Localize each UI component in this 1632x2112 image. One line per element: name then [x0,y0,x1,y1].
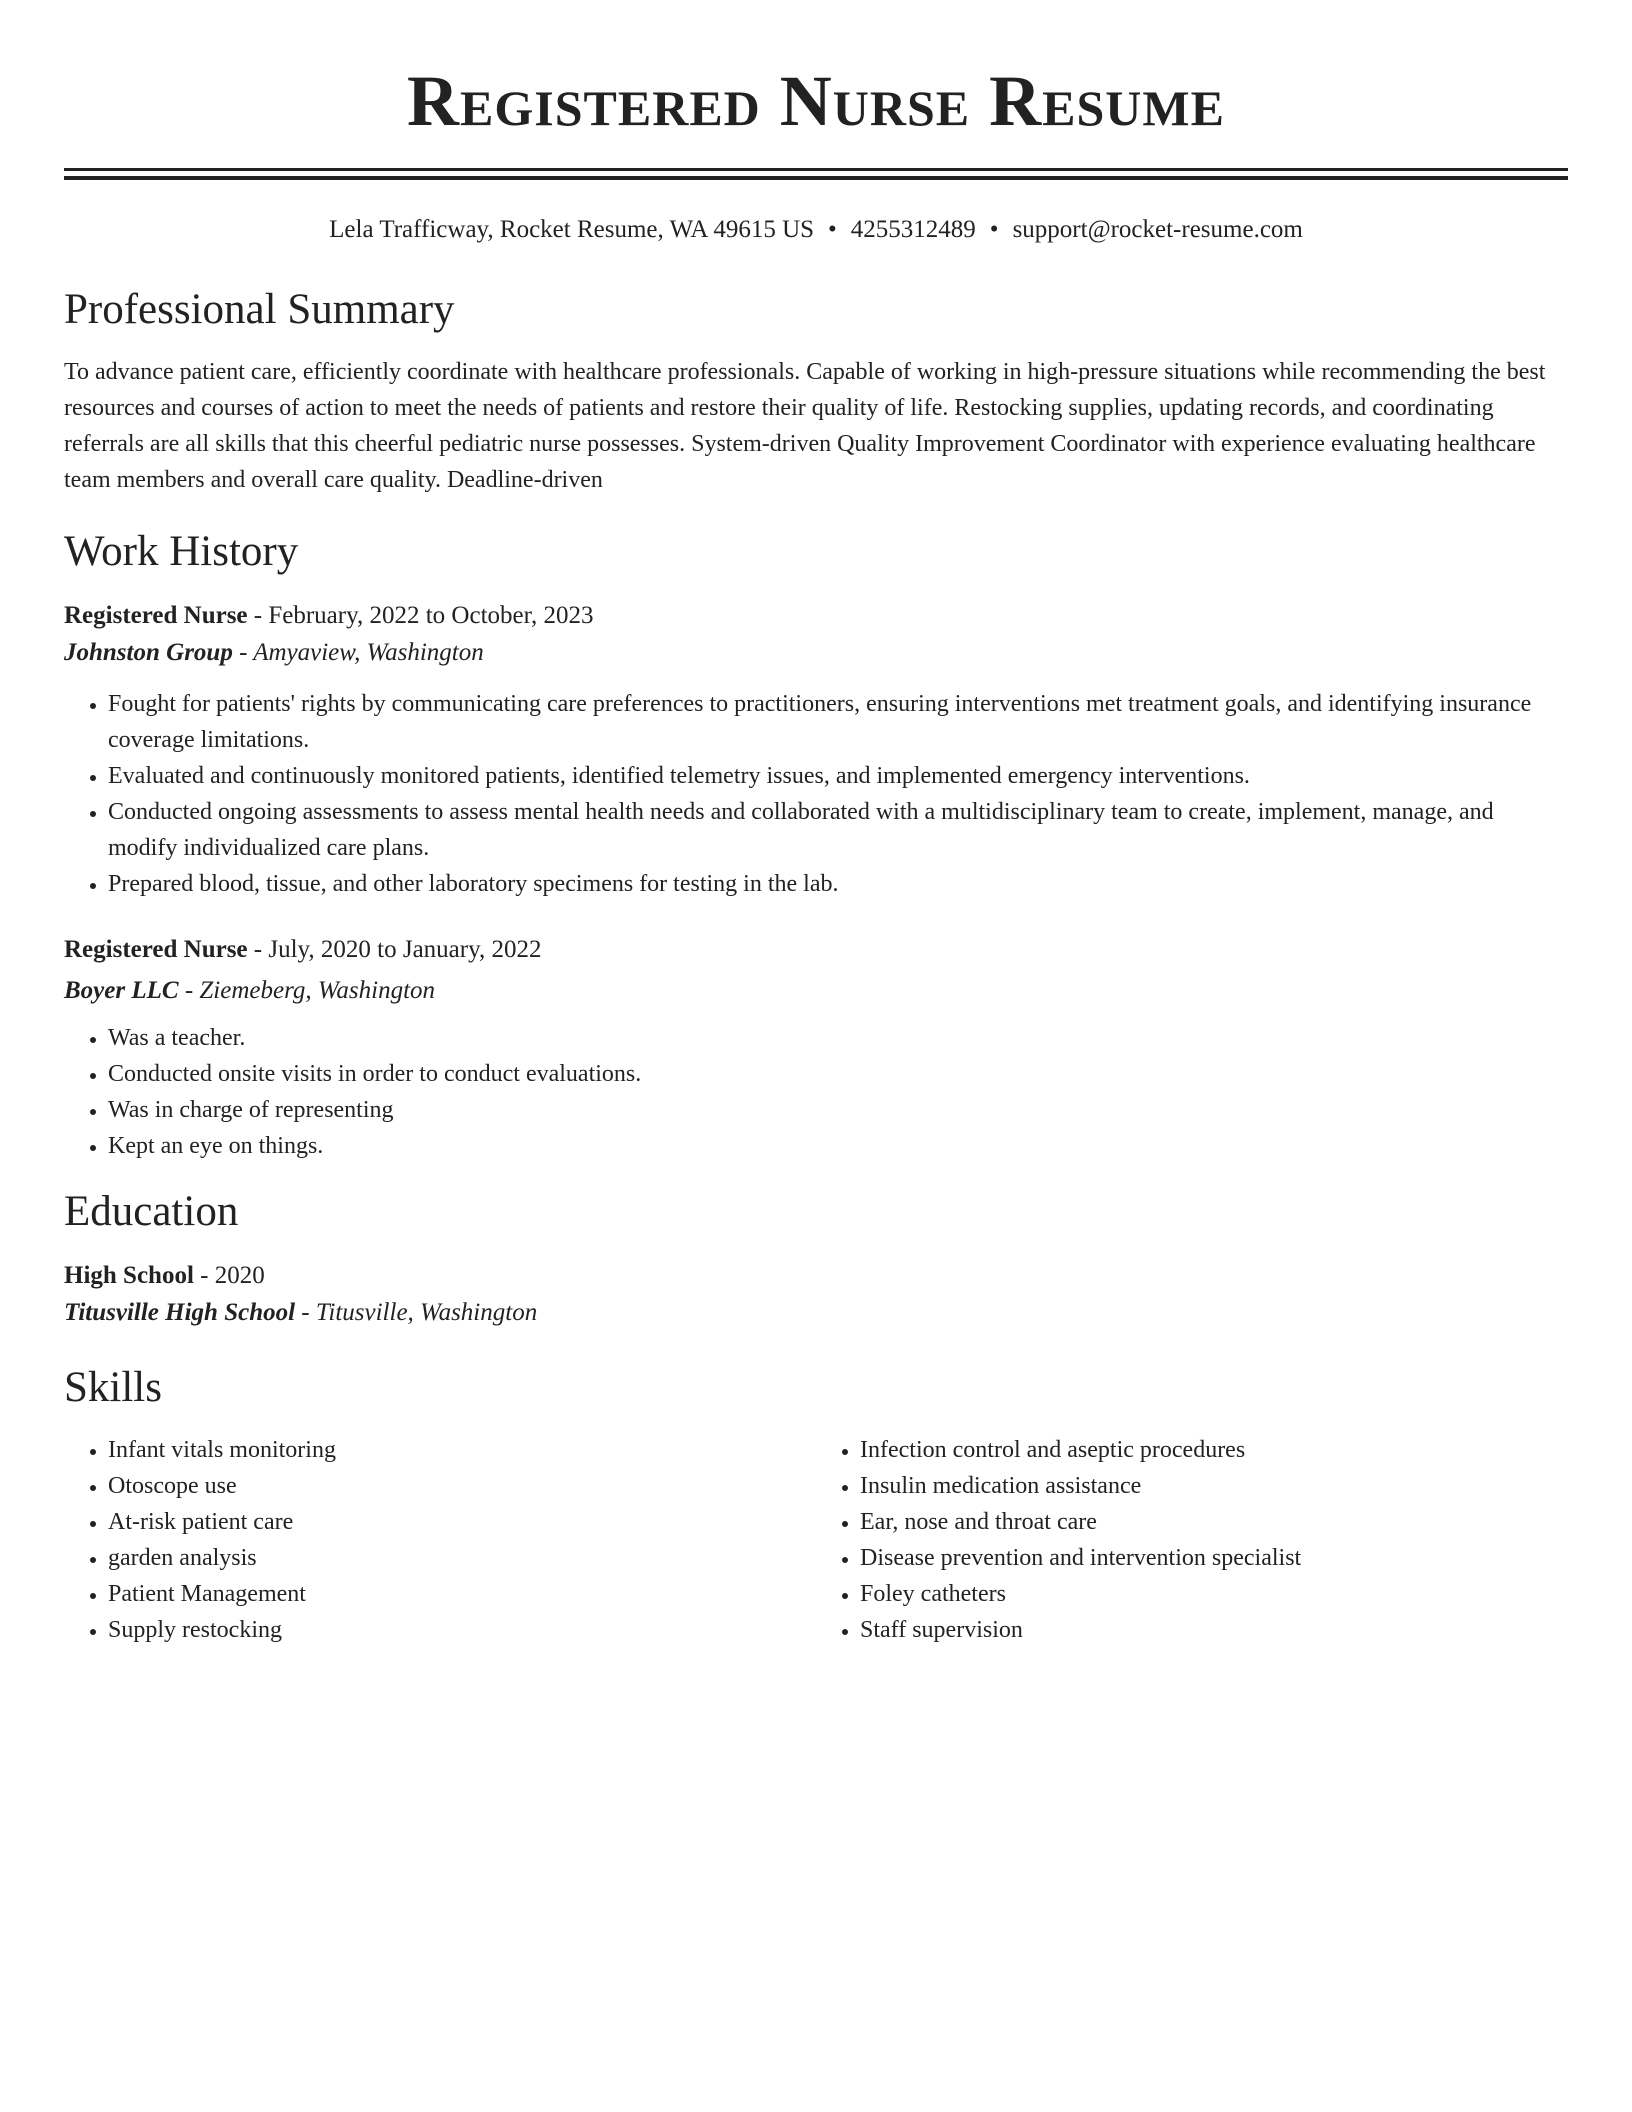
skill-item: • Infant vitals monitoring [108,1432,816,1468]
job-dates: - July, 2020 to January, 2022 [247,936,542,963]
list-item: • Prepared blood, tissue, and other laboratory specimens for testing in the lab. [108,866,1568,902]
skill-item: • Otoscope use [108,1468,816,1504]
company-name: Boyer LLC [64,977,179,1004]
contact-separator: • [828,216,837,243]
job-bullets [64,686,1568,902]
list-item: • Was in charge of representing [108,1092,1568,1128]
divider-line [64,176,1568,180]
degree-year: - 2020 [193,1262,265,1289]
company-location: - Ziemeberg, Washington [178,977,436,1004]
job-entry [64,932,1568,1164]
skill-item: • Disease prevention and intervention specialist [860,1540,1568,1576]
summary-text: To advance patient care, efficiently coordinate with healthcare professionals. Capable of working in high-pressure situations while recommending the best resources and courses of action to meet the needs of patients and restore their quality of life. Restocking supplies, updating records, and coordinating referrals are all skills that this cheerful pediatric nurse possesses. System-driven Quality Improvement Coordinator with experience evaluating healthcare team members and overall care quality. Deadline-driven [64,359,1546,493]
skill-item: • Infection control and aseptic procedures [860,1432,1568,1468]
company-line [64,634,1568,672]
job-entry [64,598,1568,902]
job-title-line [64,932,1568,968]
degree-line [64,1258,1568,1294]
work-history-heading: Work History [64,528,299,575]
list-item: • Fought for patients' rights by communicating care preferences to practitioners, ensuring interventions met treatment goals, and identifying insurance coverage limitations. [108,686,1568,758]
list-item: • Evaluated and continuously monitored patients, identified telemetry issues, and implemented emergency interventions. [108,758,1568,794]
contact-email: support@rocket-resume.com [1012,216,1303,243]
company-name: Johnston Group [64,639,233,666]
skills-grid [64,1432,1568,1648]
skill-item: • Patient Management [108,1576,816,1612]
skill-item: • garden analysis [108,1540,816,1576]
degree-name: High School [64,1262,194,1289]
company-location: - Amyaview, Washington [232,639,484,666]
skill-item: • Supply restocking [108,1612,816,1648]
school-name: Titusville High School [64,1299,296,1326]
list-item: • Conducted onsite visits in order to conduct evaluations. [108,1056,1568,1092]
school-location: - Titusville, Washington [295,1299,538,1326]
job-title-line [64,598,1568,634]
job-bullets [64,1020,1568,1164]
education-heading: Education [64,1188,239,1235]
skill-item: • Ear, nose and throat care [860,1504,1568,1540]
list-item: • Kept an eye on things. [108,1128,1568,1164]
company-line [64,972,1568,1010]
skill-item: • At-risk patient care [108,1504,816,1540]
list-item: • Was a teacher. [108,1020,1568,1056]
job-dates: - February, 2022 to October, 2023 [247,602,594,629]
contact-separator: • [989,216,999,243]
contact-phone: 4255312489 [850,216,976,243]
skill-item: • Staff supervision [860,1612,1568,1648]
skill-item: • Foley catheters [860,1576,1568,1612]
skill-item: • Insulin medication assistance [860,1468,1568,1504]
contact-line [64,214,1568,246]
page-title: Registered Nurse Resume [407,61,1225,141]
divider-line [64,168,1568,171]
skills-column-left [64,1432,816,1648]
skills-heading: Skills [64,1364,162,1411]
title-divider [64,168,1568,180]
contact-address: Lela Trafficway, Rocket Resume, WA 49615 US [329,216,815,243]
job-title: Registered Nurse [64,936,248,963]
education-entry [64,1258,1568,1332]
summary-heading: Professional Summary [64,286,455,333]
job-title: Registered Nurse [64,602,248,629]
list-item: • Conducted ongoing assessments to assess mental health needs and collaborated with a multidisciplinary team to create, implement, manage, and modify individualized care plans. [108,794,1568,866]
skills-column-right [816,1432,1568,1648]
school-line [64,1294,1568,1332]
